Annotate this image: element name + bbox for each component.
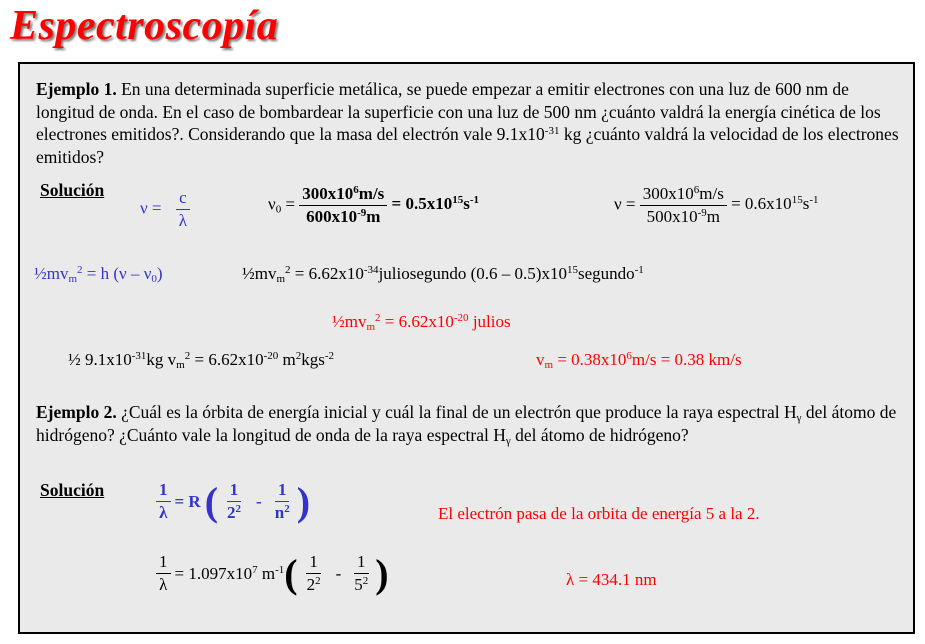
exponent: -31 [544,125,560,137]
exponent: 6 [626,350,632,362]
threshold-frequency-formula [268,184,479,227]
fraction-numerator: 1 [156,480,171,502]
exponent: -2 [324,350,335,362]
exponent: 6 [353,184,359,196]
result: = 0.5x10 [391,194,453,214]
formula-lhs: ν = [614,194,636,214]
fraction-numerator: 1 [306,552,321,574]
example-2-label: Ejemplo 2. [36,402,117,422]
exponent: -20 [263,350,279,362]
formula-part: kg v [146,350,177,369]
fraction-denominator: λ [159,503,168,522]
example-2-statement: ¿Cuál es la órbita de energía inicial y cuál la final de un electrón que produce la raya espectral H [121,402,797,422]
subscript: m [276,273,286,285]
exponent: -9 [697,207,707,219]
fraction-denominator: 600x10 [306,207,358,226]
formula-part: ) [156,264,163,283]
unit: m [366,207,381,226]
right-paren: ) [375,550,389,596]
exponent: -1 [634,264,644,276]
page-title: Espectroscopía [10,3,279,49]
exponent: 2 [284,503,290,515]
minus-sign: - [256,491,262,511]
fraction-numerator: 300x10 [642,184,694,203]
fraction-denominator: 5 [354,575,363,594]
exponent: -1 [275,563,285,576]
formula-lhs: ν [268,194,276,214]
formula-part: = h (ν – ν [82,264,152,283]
fraction-denominator: λ [178,211,188,230]
formula-part: ½mv [242,264,277,283]
formula-part: v [536,350,545,369]
result: = 0.6x10 [731,194,792,214]
example-1-text [36,78,902,168]
fraction-denominator: 2 [227,503,236,522]
formula-part: = 0.38x10 [553,350,627,369]
example-1-statement: En una determinada superficie metálica, se puede empezar a emitir electrones con una luz de 600 nm de longitud de onda. En el caso de bombardear la superficie con una luz de 500 nm ¿cuánto valdrá la energía cinética de los electrones emitidos?. Considerando que la masa del electrón vale 9.1x10 [36,79,881,144]
formula-part: julios [468,312,511,331]
minus-sign: - [335,563,342,583]
exponent: -1 [469,194,480,207]
exponent: -20 [453,312,469,324]
unit: m/s [699,184,724,203]
fraction-denominator: 500x10 [646,207,698,226]
fraction-denominator: 2 [306,575,316,594]
unit: s [802,194,810,214]
subscript: m [176,359,185,371]
orbit-transition-answer: El electrón pasa de la orbita de energía 5 a la 2. [438,504,760,523]
subscript: γ [796,412,802,424]
subscript: γ [505,434,511,447]
exponent: 15 [791,194,803,207]
fraction-numerator: 300x10 [302,184,354,203]
equals-sign: = R [174,491,201,511]
unit: m/s [358,184,385,203]
exponent: 2 [315,575,321,587]
kinetic-energy-formula [34,264,163,284]
example-1-label: Ejemplo 1. [36,79,117,99]
exponent: 2 [295,350,302,362]
exponent: 2 [77,264,83,276]
formula-part: m [278,350,296,369]
formula-part: ½mv [332,312,367,331]
subscript: 0 [275,203,282,216]
frequency-formula [140,188,190,231]
example-2-statement: del átomo de hidrógeno? [510,424,689,445]
formula-part: m/s = 0.38 km/s [631,350,742,369]
kinetic-energy-result [332,312,511,332]
exponent: -31 [131,350,147,362]
wavelength-formula [156,552,389,595]
exponent: 7 [252,563,258,576]
right-paren: ) [296,478,311,524]
formula-lhs: ν = [140,198,162,218]
exponent: 2 [375,312,381,324]
left-paren: ( [284,550,298,596]
fraction-denominator: n [274,503,285,522]
fraction-numerator: 1 [227,480,242,502]
content-panel [18,62,915,634]
fraction-numerator: 1 [275,480,290,502]
example-1-statement-end: kg ¿cuánto valdrá la velocidad de los electrones emitidos? [36,124,899,167]
equals-sign: = [285,194,296,214]
subscript: m [366,321,376,333]
subscript: m [544,359,554,371]
formula-part: segundo [577,264,635,283]
wavelength-answer: λ = 434.1 nm [566,570,657,589]
velocity-result [536,350,742,370]
velocity-substitution [68,350,334,370]
exponent: 15 [452,194,464,207]
formula-part: kgs [301,350,325,369]
exponent: -9 [357,207,367,219]
exponent: -34 [363,264,379,276]
subscript: 0 [151,273,157,285]
solution-label-2: Solución [40,480,105,500]
unit: s [463,194,470,214]
frequency-value-formula [614,184,818,227]
subscript: m [68,273,78,285]
exponent: 2 [184,350,191,362]
exponent: 2 [235,503,242,515]
formula-part: juliosegundo (0.6 – 0.5)x10 [378,264,567,283]
fraction-numerator: 1 [156,552,171,574]
exponent: 2 [285,264,291,276]
formula-part: = 6.62x10 [190,350,264,369]
formula-part: ½mv [34,264,69,283]
formula-part: ½ 9.1x10 [68,350,132,369]
left-paren: ( [204,478,219,524]
formula-part: = 1.097x10 [174,563,253,583]
kinetic-energy-substitution [242,264,644,284]
fraction-denominator: λ [159,575,168,594]
unit: m [706,207,721,226]
example-2-text [36,401,902,446]
example-2-statement: del átomo de hidrógeno? ¿Cuánto vale la longitud de onda de la raya espectral H [36,402,897,445]
formula-part: = 6.62x10 [380,312,454,331]
exponent: -1 [809,194,819,207]
fraction-numerator: 1 [354,552,369,574]
exponent: 15 [566,264,578,276]
formula-part: = 6.62x10 [290,264,364,283]
exponent: 2 [362,575,369,587]
fraction-numerator: c [176,188,190,210]
exponent: 6 [693,184,700,196]
unit: m [257,563,276,583]
rydberg-formula [156,480,310,523]
solution-label-1: Solución [40,180,105,200]
